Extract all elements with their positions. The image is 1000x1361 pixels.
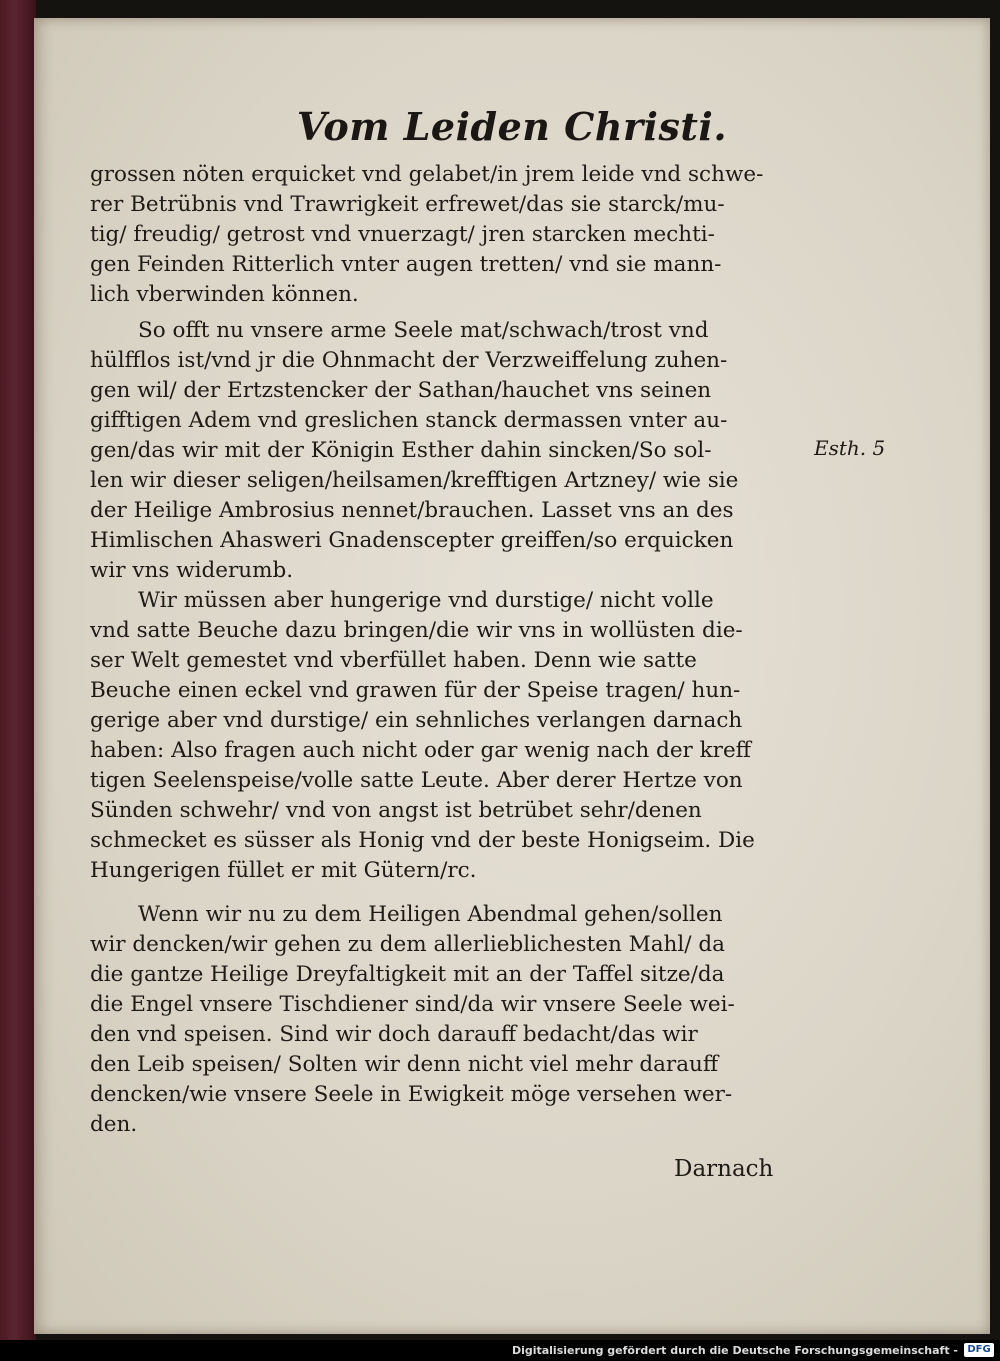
page-running-title: Vom Leiden Christi. — [296, 104, 728, 149]
text-line: tig/ freudig/ getrost vnd vnuerzagt/ jren starcken mechti- — [90, 222, 715, 247]
text-line: hülfflos ist/vnd jr die Ohnmacht der Verzweiffelung zuhen- — [90, 348, 728, 373]
text-line: grossen nöten erquicket vnd gelabet/in jrem leide vnd schwe- — [90, 162, 764, 187]
text-line: Beuche einen eckel vnd grawen für der Speise tragen/ hun- — [90, 678, 741, 703]
text-line: vnd satte Beuche dazu bringen/die wir vns in wollüsten die- — [90, 618, 743, 643]
text-line: den. — [90, 1112, 138, 1137]
text-line: lich vberwinden können. — [90, 282, 359, 307]
text-line: den vnd speisen. Sind wir doch darauff bedacht/das wir — [90, 1022, 698, 1047]
footer-credit: Digitalisierung gefördert durch die Deutsche Forschungsgemeinschaft - — [511, 1344, 958, 1357]
text-line: gen wil/ der Ertzstencker der Sathan/hauchet vns seinen — [90, 378, 712, 403]
text-line: tigen Seelenspeise/volle satte Leute. Aber derer Hertze von — [90, 768, 743, 793]
digitization-footer — [0, 1340, 1000, 1361]
margin-note: Esth. 5 — [814, 436, 886, 460]
text-line: die gantze Heilige Dreyfaltigkeit mit an der Taffel sitze/da — [90, 962, 725, 987]
paragraph-3 — [90, 586, 850, 886]
text-line: wir dencken/wir gehen zu dem allerlieblichesten Mahl/ da — [90, 932, 725, 957]
text-line: Himlischen Ahasweri Gnadenscepter greiffen/so erquicken — [90, 528, 734, 553]
paragraph-2 — [90, 316, 850, 586]
text-line: die Engel vnsere Tischdiener sind/da wir vnsere Seele wei- — [90, 992, 735, 1017]
paragraph-4 — [90, 900, 850, 1140]
text-line: Wir müssen aber hungerige vnd durstige/ nicht volle — [138, 588, 714, 613]
text-line: dencken/wie vnsere Seele in Ewigkeit möge versehen wer- — [90, 1082, 733, 1107]
dfg-logo: DFG — [964, 1343, 994, 1357]
text-line: gen Feinden Ritterlich vnter augen tretten/ vnd sie mann- — [90, 252, 722, 277]
text-line: len wir dieser seligen/heilsamen/krefftigen Artzney/ wie sie — [90, 468, 739, 493]
catchword: Darnach — [674, 1156, 774, 1182]
text-line: den Leib speisen/ Solten wir denn nicht viel mehr darauff — [90, 1052, 719, 1077]
text-line: wir vns widerumb. — [90, 558, 294, 583]
text-line: rer Betrübnis vnd Trawrigkeit erfrewet/das sie starck/mu- — [90, 192, 725, 217]
text-line: schmecket es süsser als Honig vnd der beste Honigseim. Die — [90, 828, 755, 853]
text-line: gen/das wir mit der Königin Esther dahin sincken/So sol- — [90, 438, 712, 463]
text-line: So offt nu vnsere arme Seele mat/schwach/trost vnd — [138, 318, 709, 343]
book-page — [34, 18, 990, 1334]
text-line: gerige aber vnd durstige/ ein sehnliches verlangen darnach — [90, 708, 743, 733]
text-line: gifftigen Adem vnd greslichen stanck dermassen vnter au- — [90, 408, 728, 433]
paragraph-1 — [90, 160, 850, 310]
book-spine — [0, 0, 36, 1340]
text-line: Wenn wir nu zu dem Heiligen Abendmal gehen/sollen — [138, 902, 723, 927]
text-line: haben: Also fragen auch nicht oder gar wenig nach der kreff — [90, 738, 751, 763]
text-line: Hungerigen füllet er mit Gütern/rc. — [90, 858, 477, 883]
text-line: Sünden schwehr/ vnd von angst ist betrübet sehr/denen — [90, 798, 702, 823]
text-line: ser Welt gemestet vnd vberfüllet haben. Denn wie satte — [90, 648, 697, 673]
text-line: der Heilige Ambrosius nennet/brauchen. Lasset vns an des — [90, 498, 734, 523]
